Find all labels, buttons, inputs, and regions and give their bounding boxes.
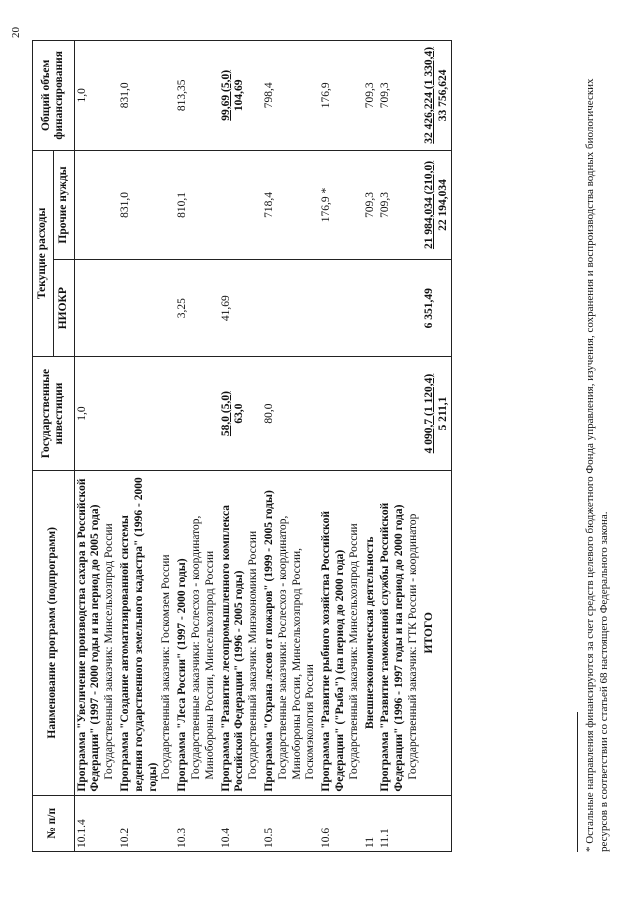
- program-cell: [363, 470, 379, 795]
- total-value: 709,3: [378, 41, 421, 151]
- investments-value: [363, 357, 379, 471]
- table-row: [74, 41, 118, 852]
- header-number: № п/п: [33, 795, 75, 851]
- investments-total: [422, 357, 452, 471]
- program-cell: [118, 470, 175, 795]
- other-needs-value: [74, 150, 118, 260]
- footnote: * Остальные направления финансируются за счет средств целевого бюджетного Фонда управления, изучения, сохранения и воспроизводства водных биологических ресурсов в соответствии со статьей 68 настоящего Федерального закона.: [584, 78, 610, 852]
- total-value: 798,4: [262, 41, 319, 151]
- total-sum: 104,69: [233, 79, 246, 112]
- grand-total-with-reserve: 32 426,224 (1 330,4): [422, 46, 435, 144]
- table-row: [118, 41, 175, 852]
- grand-total: [422, 41, 452, 151]
- niokr-value: 3,25: [175, 260, 218, 357]
- investments-with-reserve: 58,0 (5,0): [219, 391, 232, 437]
- header-other-needs: Прочие нужды: [53, 150, 74, 260]
- row-number: 11.1: [378, 795, 421, 851]
- row-number: 10.5: [262, 795, 319, 851]
- investments-total-with-reserve: 4 090,7 (1 120,4): [422, 373, 435, 454]
- investments-value: [319, 357, 362, 471]
- row-number: 10.6: [319, 795, 362, 851]
- total-value: 1,0: [74, 41, 118, 151]
- investments-value: [175, 357, 218, 471]
- niokr-value: [319, 260, 362, 357]
- header-niokr: НИОКР: [53, 260, 74, 357]
- table-row: [363, 41, 379, 852]
- investments-value: [118, 357, 175, 471]
- niokr-value: [262, 260, 319, 357]
- footnote-separator: [577, 712, 578, 852]
- header-current-expenses: Текущие расходы: [33, 150, 54, 356]
- row-number: [422, 795, 452, 851]
- total-with-reserve: 99,69 (5,0): [219, 69, 232, 121]
- program-cell: [74, 470, 118, 795]
- total-value: 813,35: [175, 41, 218, 151]
- total-value: 831,0: [118, 41, 175, 151]
- other-needs-value: 718,4: [262, 150, 319, 260]
- niokr-total: 6 351,49: [422, 260, 452, 357]
- other-needs-total: [422, 150, 452, 260]
- header-investments: Государственные инвестиции: [33, 357, 75, 471]
- section-title: Внешнеэкономическая деятельность: [363, 536, 376, 730]
- program-title: Программа "Леса России" (1997 - 2000 годы): [176, 558, 189, 792]
- program-title: Программа "Создание автоматизированной системы ведения государственного земельного кадастра" (1996 - 2000 годы): [118, 477, 159, 792]
- program-cell: [262, 470, 319, 795]
- row-number: 10.1.4: [74, 795, 118, 851]
- niokr-value: [118, 260, 175, 357]
- program-cell: [175, 470, 218, 795]
- program-customer: Государственные заказчики: Рослесхоз - координатор, Минобороны России, Минсельхозпрод России: [189, 515, 216, 780]
- program-cell: [319, 470, 362, 795]
- niokr-value: 41,69: [219, 260, 262, 357]
- other-total-sum: 22 194,034: [436, 179, 449, 231]
- program-customer: Государственный заказчик: Госкомзем России: [160, 554, 173, 780]
- total-value: 709,3: [363, 41, 379, 151]
- other-needs-value: 709,3: [378, 150, 421, 260]
- investments-sum: 63,0: [233, 403, 246, 424]
- investments-total-sum: 5 211,1: [436, 396, 449, 431]
- header-program-name: Наименование программ (подпрограмм): [33, 470, 75, 795]
- program-customer: Государственный заказчик: Минсельхозпрод России: [347, 523, 360, 780]
- program-title: Программа "Увеличение производства сахара в Российской Федерации" (1997 - 2000 годы и на период до 2005 года): [75, 478, 102, 792]
- header-total-funding: Общий объем финансирования: [33, 41, 75, 151]
- niokr-value: [378, 260, 421, 357]
- other-needs-value: [219, 150, 262, 260]
- program-customer: Государственный заказчик: Минсельхозпрод России: [103, 523, 116, 780]
- row-number: 10.4: [219, 795, 262, 851]
- table-row: [378, 41, 421, 852]
- investments-value: 1,0: [74, 357, 118, 471]
- other-needs-value: 176,9 *: [319, 150, 362, 260]
- total-row: [422, 41, 452, 852]
- other-needs-value: 810,1: [175, 150, 218, 260]
- program-title: Программа "Развитие таможенной службы Российской Федерации" (1996 - 1997 годы и на период до 2000 года): [379, 502, 406, 792]
- program-cell: [219, 470, 262, 795]
- program-customer: Государственные заказчики: Рослесхоз - координатор, Минобороны России, Минсельхозпрод России, Госкомэкология России: [276, 515, 317, 780]
- row-number: 10.3: [175, 795, 218, 851]
- program-title: Программа "Охрана лесов от пожаров" (1999 - 2005 годы): [262, 490, 275, 792]
- row-number: 11: [363, 795, 379, 851]
- other-needs-value: 831,0: [118, 150, 175, 260]
- program-cell: [378, 470, 421, 795]
- table-row: [219, 41, 262, 852]
- total-value: 176,9: [319, 41, 362, 151]
- total-value: [219, 41, 262, 151]
- investments-value: [378, 357, 421, 471]
- niokr-value: [363, 260, 379, 357]
- investments-value: [219, 357, 262, 471]
- niokr-value: [74, 260, 118, 357]
- program-title: Программа "Развитие лесопромышленного комплекса Российской Федерации" (1996 - 2005 годы): [219, 504, 246, 792]
- total-label: ИТОГО: [422, 470, 452, 795]
- program-customer: Государственный заказчик: Минэкономики России: [247, 530, 260, 780]
- budget-table: [32, 40, 452, 852]
- grand-total-sum: 33 756,624: [436, 69, 449, 122]
- other-needs-value: 709,3: [363, 150, 379, 260]
- investments-value: 80,0: [262, 357, 319, 471]
- table-row: [175, 41, 218, 852]
- program-customer: Государственный заказчик: ГТК России - координатор: [406, 513, 419, 780]
- row-number: 10.2: [118, 795, 175, 851]
- table-row: [262, 41, 319, 852]
- page-number: 20: [10, 27, 22, 38]
- program-title: Программа "Развитие рыбного хозяйства Российской Федерации" ("Рыба") (на период до 2000 года): [320, 510, 346, 792]
- table-header-row: [33, 41, 54, 852]
- table-row: [319, 41, 362, 852]
- other-total-with-reserve: 21 984,034 (210,0): [422, 160, 435, 250]
